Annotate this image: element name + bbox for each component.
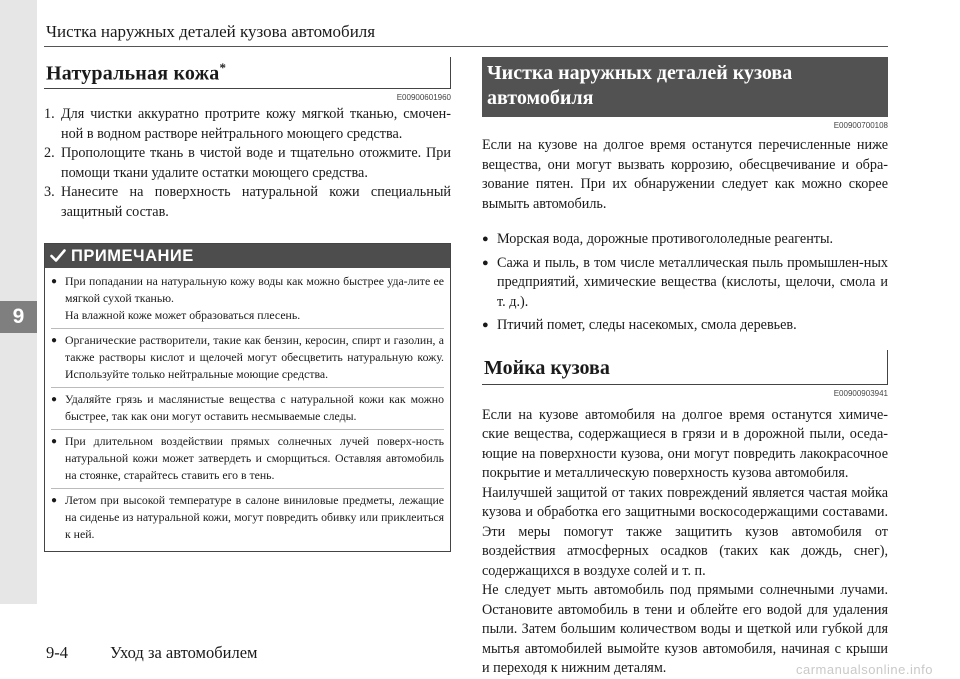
header-divider <box>44 46 888 47</box>
step-text: Прополощите ткань в чистой воде и тщательно отожмите. При помощи ткани удалите остатки моющего средства. <box>61 145 451 181</box>
note-item <box>51 329 444 388</box>
section-title-leather <box>44 57 451 89</box>
bullet-icon: ● <box>51 495 58 506</box>
watermark: carmanualsonline.info <box>796 662 933 677</box>
note-box <box>44 243 451 552</box>
note-item <box>51 430 444 489</box>
step-number: 2. <box>44 145 55 161</box>
cleaning-steps <box>44 105 451 222</box>
note-item <box>51 388 444 430</box>
step-text: Для чистки аккуратно протрите кожу мягкой тканью, смочен-ной в водном растворе нейтрального моющего средства. <box>61 106 451 142</box>
note-line: На влажной коже может образоваться плесень. <box>65 308 301 322</box>
note-line: При попадании на натуральную кожу воды как можно быстрее уда-лите ее мягкой сухой тканью. <box>65 274 444 305</box>
step-item <box>44 183 451 222</box>
section-title-body-wash: Мойка кузова <box>482 350 888 385</box>
bullet-icon: ● <box>482 319 489 331</box>
note-text: Удаляйте грязь и маслянистые вещества с натуральной кожи как можно быстрее, так как они могут оставить несмываемые следы. <box>65 392 444 423</box>
chapter-tab: 9 <box>0 301 37 333</box>
intro-paragraph: Если на кузове на долгое время останутся перечисленные ниже вещества, они могут вызвать коррозию, обесцвечивание и обра-зование пятен. При их обнаружении следует как можно скорее вымыть автомобиль. <box>482 137 888 212</box>
note-header <box>45 244 450 268</box>
section-code: E00900601960 <box>396 93 451 102</box>
bullet-icon: ● <box>51 436 58 447</box>
note-text: При длительном воздействии прямых солнечных лучей поверх-ность натуральной кожи может затвердеть и сморщиться. Оставляя автомобиль на стоянке, старайтесь ставить его в тень. <box>65 434 444 482</box>
step-number: 1. <box>44 106 55 122</box>
list-item <box>482 230 888 250</box>
section-code: E00900903941 <box>833 388 888 398</box>
section-title-exterior-cleaning: Чистка наружных деталей кузова автомобиля <box>482 57 888 117</box>
section-code: E00900700108 <box>833 121 888 130</box>
note-text: Органические растворители, такие как бензин, керосин, спирт и газолин, а также растворы кислот и щелочей могут обесцветить натуральную кожу. Используйте только нейтральные моющие средства. <box>65 333 444 381</box>
bullet-icon: ● <box>482 256 489 269</box>
note-heading: ПРИМЕЧАНИЕ <box>71 246 194 265</box>
checkmark-icon <box>50 249 66 263</box>
footer-section-title: Уход за автомобилем <box>110 643 258 662</box>
step-item <box>44 144 451 183</box>
wash-paragraph: Если на кузове автомобиля на долгое время останутся химиче-ские вещества, содержащиеся в грязи и в дорожной пыли, оседа-ющие на поверхности кузова, они могут повредить лакокрасочное покрытие и металлическую поверхность кузова автомобиля. <box>482 406 888 481</box>
running-header: Чистка наружных деталей кузова автомобиля <box>46 22 376 41</box>
page-number: 9-4 <box>46 643 68 662</box>
step-item <box>44 105 451 144</box>
list-item-text: Сажа и пыль, в том числе металлическая пыль промышлен-ных предприятий, химические вещества (кислоты, щелочи, смола и т. д.). <box>497 254 888 310</box>
bullet-icon: ● <box>51 335 58 346</box>
right-column <box>482 57 888 679</box>
wash-paragraph: Не следует мыть автомобиль под прямыми солнечными лучами. Остановите автомобиль в тени и облейте его водой для удаления пыли. Затем большим количеством воды и щеткой или губкой для мытья автомобилей вымойте кузов автомобиля, начиная с крыши и переходя к нижним деталям. <box>482 582 888 676</box>
list-item <box>482 254 888 313</box>
bullet-icon: ● <box>51 394 58 405</box>
note-text <box>65 273 444 324</box>
note-item <box>51 489 444 547</box>
left-column <box>44 57 451 552</box>
step-text: Нанесите на поверхность натуральной кожи специальный защитный состав. <box>61 184 451 220</box>
section-title-text: Натуральная кожа <box>46 62 220 85</box>
option-mark: * <box>219 60 227 75</box>
wash-paragraph: Наилучшей защитой от таких повреждений является частая мойка кузова и обработка его защитными воскосодержащими составами. Эти меры помогут также защитить кузов автомобиля от воздействия атмосферных осадков (таких как дождь, снег), содержащихся в воздухе солей и т. п. <box>482 484 888 579</box>
step-number: 3. <box>44 184 55 200</box>
note-item <box>51 270 444 329</box>
bullet-icon: ● <box>482 233 489 245</box>
list-item-text: Птичий помет, следы насекомых, смола деревьев. <box>497 317 797 333</box>
note-body <box>45 268 450 551</box>
substances-list <box>482 230 888 336</box>
bullet-icon: ● <box>51 276 58 287</box>
list-item <box>482 316 888 336</box>
note-text: Летом при высокой температуре в салоне виниловые предметы, лежащие на сиденье из натуральной кожи, могут повредить обивку или приклеиться к ней. <box>65 493 444 541</box>
list-item-text: Морская вода, дорожные противогололедные реагенты. <box>497 231 834 247</box>
